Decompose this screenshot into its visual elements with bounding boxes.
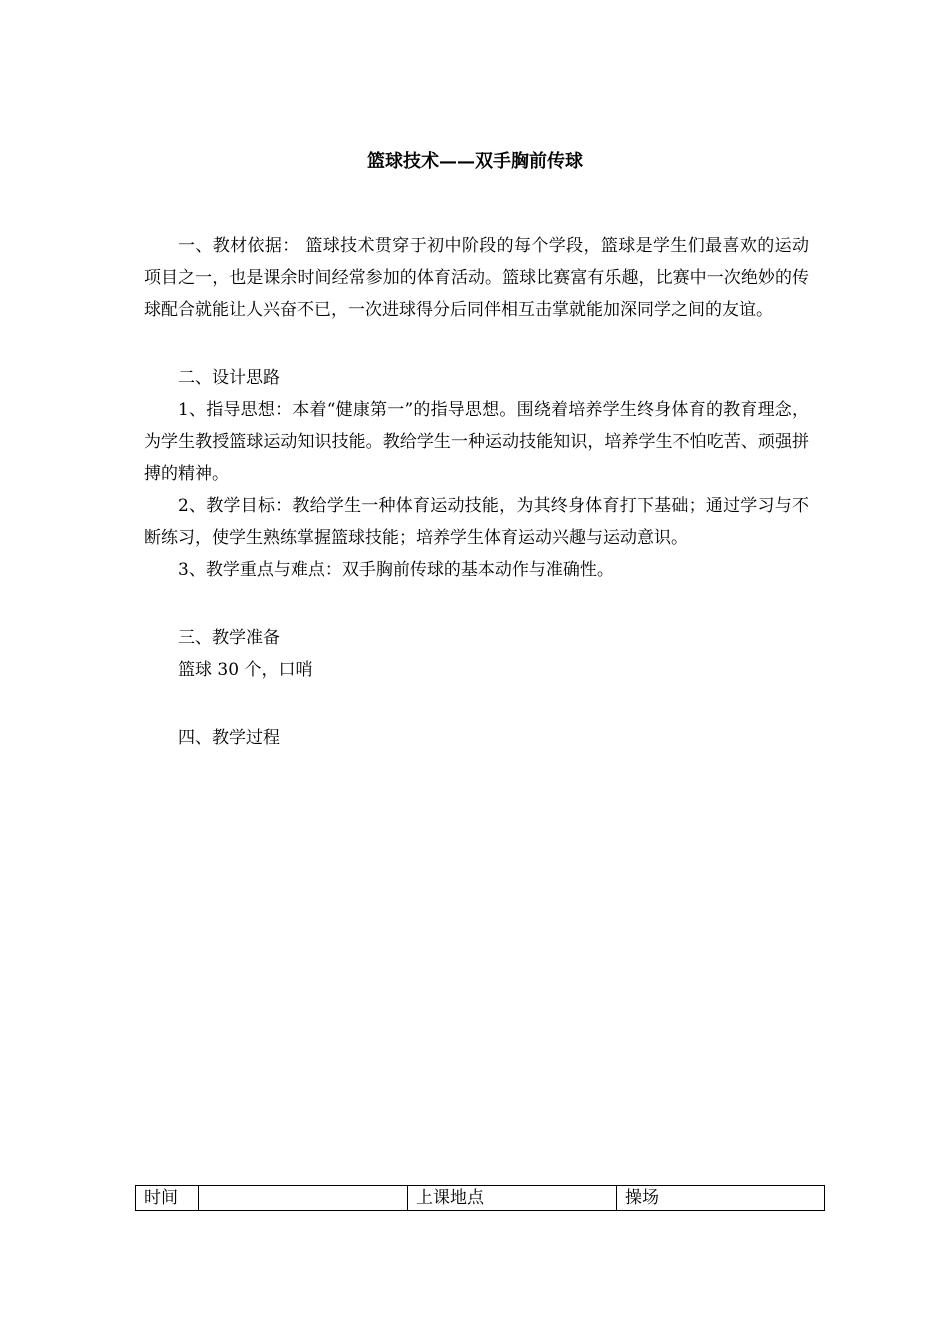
section-1-paragraph: 一、教材依据： 篮球技术贯穿于初中阶段的每个学段，篮球是学生们最喜欢的运动项目之一，也是课余时间经常参加的体育活动。篮球比赛富有乐趣，比赛中一次绝妙的传球配合就能让人兴奋不已，一次进球得分后同伴相互击掌就能加深同学之间的友谊。 <box>144 236 809 320</box>
location-label-cell: 上课地点 <box>408 1186 617 1211</box>
time-value-cell <box>199 1186 408 1211</box>
section-3-body: 篮球 30 个，口哨 <box>178 660 313 680</box>
section-2-paragraph-2: 2、教学目标：教给学生一种体育运动技能，为其终身体育打下基础；通过学习与不断练习，使学生熟练掌握篮球技能；培养学生体育运动兴趣与运动意识。 <box>144 496 809 548</box>
document-title: 篮球技术——双手胸前传球 <box>367 151 583 172</box>
location-value-cell: 操场 <box>617 1186 825 1211</box>
section-2-paragraph-1: 1、指导思想：本着“健康第一”的指导思想。围绕着培养学生终身体育的教育理念，为学生教授篮球运动知识技能。教给学生一种运动技能知识，培养学生不怕吃苦、顽强拼搏的精神。 <box>144 400 809 484</box>
spacer <box>144 586 809 622</box>
section-2-paragraph-3: 3、教学重点与难点：双手胸前传球的基本动作与准确性。 <box>178 560 614 580</box>
spacer <box>144 326 809 362</box>
section-3-heading: 三、教学准备 <box>178 628 280 648</box>
time-label-cell: 时间 <box>136 1186 199 1211</box>
lesson-info-table <box>135 1185 825 1211</box>
spacer <box>144 686 809 722</box>
section-4-heading: 四、教学过程 <box>178 728 280 748</box>
section-2-heading: 二、设计思路 <box>178 368 280 388</box>
table-row <box>136 1186 825 1211</box>
document-body <box>144 230 809 754</box>
